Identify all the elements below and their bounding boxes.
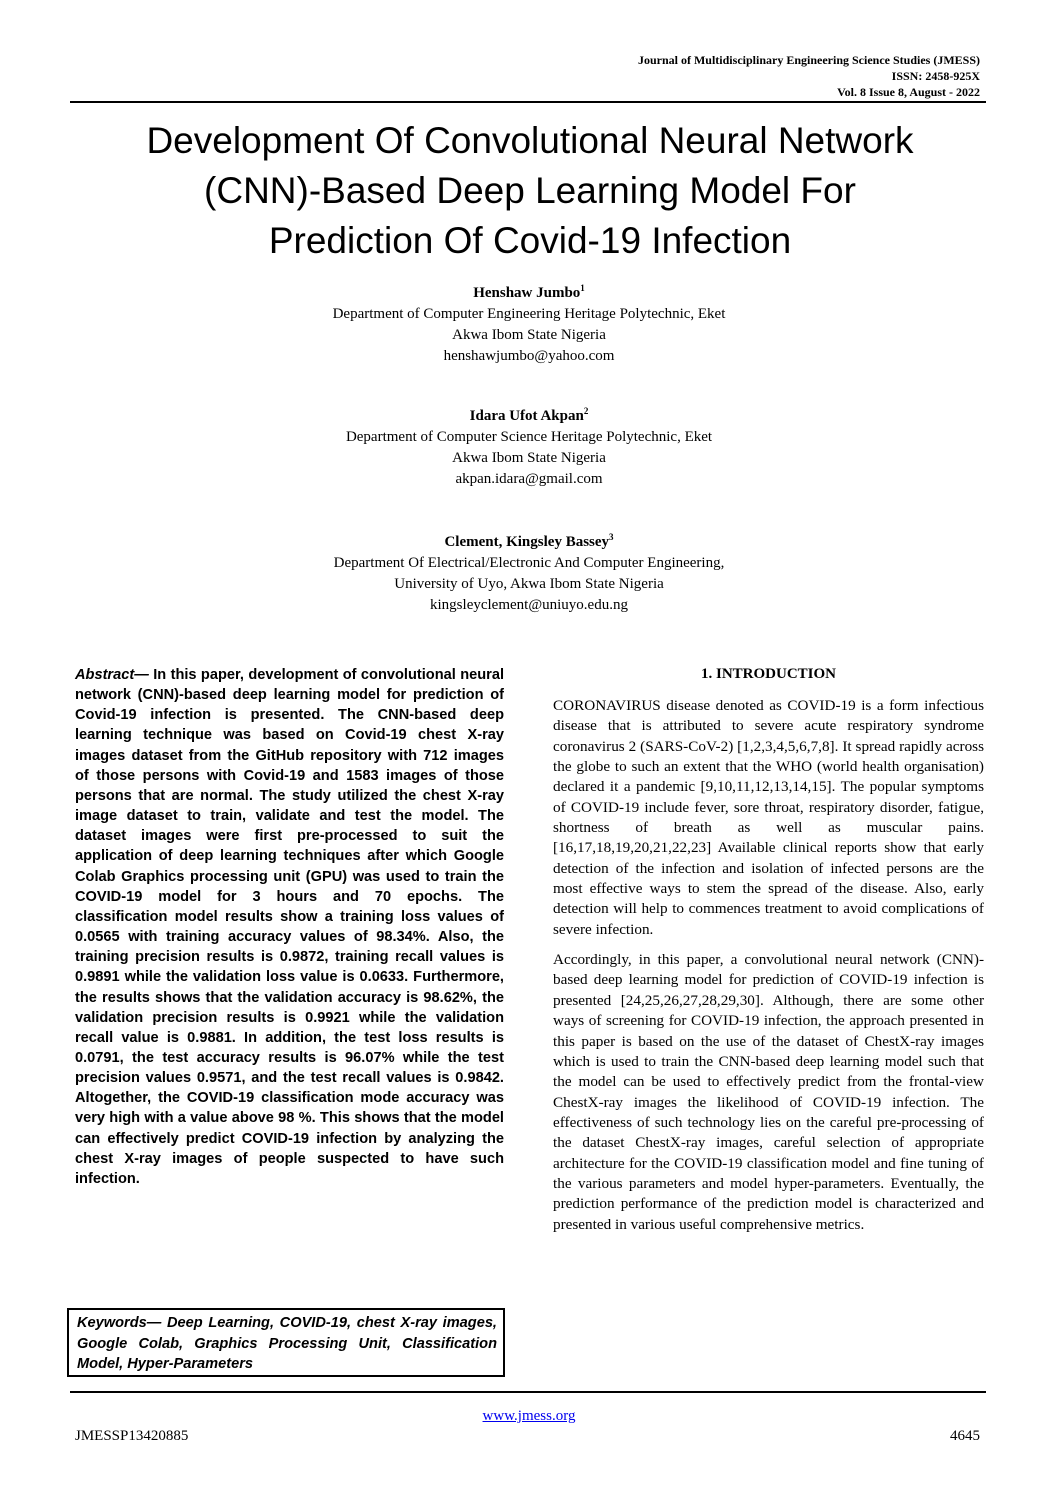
author-affiliation-2: Department of Computer Science Heritage Polytechnic, Eket <box>345 429 713 445</box>
title-line-1: Development Of Convolutional Neural Network <box>146 120 914 161</box>
journal-website-link[interactable]: www.jmess.org <box>482 1408 576 1424</box>
author-affiliation-1: Department of Computer Engineering Heritage Polytechnic, Eket <box>332 306 726 322</box>
abstract-text: In this paper, development of convolutional neural network (CNN)-based deep learning model for prediction of Covid-19 infection is presented. The CNN-based deep learning technique was based on Covid-19 chest X-ray images dataset from the GitHub repository with 712 images of those persons with Covid-19 and 1583 images of those persons that are normal. The study utilized the chest X-ray image dataset to train, validate and test the model. The dataset images were first pre-processed to suit the application of deep learning techniques after which Google Colab Graphics processing unit (GPU) was used to train the COVID-19 model for 3 hours and 70 epochs. The classification model results show a training loss values of 0.0565 with training accuracy values of 98.34%. Also, the training precision results is 0.9872, training recall values is 0.9891 while the validation loss value is 0.0633. Furthermore, the results shows that the validation accuracy is 98.62%, the validation precision results is 0.9921 while the validation recall value is 0.9881. In addition, the test loss results is 0.0791, the test accuracy results is 96.07% while the test precision values 0.9571, and the test recall values is 0.9842. Altogether, the COVID-19 classification mode accuracy was very high with a value above 98 %. This shows that the model can effectively predict COVID-19 infection by analyzing the chest X-ray images of people suspected to have such infection. <box>75 667 504 1187</box>
abstract <box>75 665 504 1189</box>
author-affiliation-3: Department Of Electrical/Electronic And Computer Engineering, <box>333 555 725 571</box>
journal-volume: Vol. 8 Issue 8, August - 2022 <box>837 85 980 99</box>
title-line-3: Prediction Of Covid-19 Infection <box>268 220 792 261</box>
author-email-2: akpan.idara@gmail.com <box>455 471 603 487</box>
header-divider <box>70 101 986 103</box>
author-block-3 <box>0 532 1058 616</box>
introduction-paragraph-2: Accordingly, in this paper, a convolutional neural network (CNN)-based deep learning model for prediction of COVID-19 infection is presented [24,25,26,27,28,29,30]. Although, there are some other ways of screening for COVID-19 infection, the approach presented in this paper is based on the use of the dataset of ChestX-ray images which is used to train the CNN-based deep learning model such that the model can be used to effectively predict from the frontal-view ChestX-ray images the likelihood of COVID-19 infection. The effectiveness of such technology lies on the careful pre-processing of the dataset ChestX-ray images, careful selection of appropriate architecture for the COVID-19 classification model and fine tuning of the various parameters and model hyper-parameters. Eventually, the prediction performance of the prediction model is characterized and presented in various useful comprehensive metrics. <box>553 951 984 1233</box>
author-name-1: Henshaw Jumbo$^1$ <box>473 283 585 301</box>
abstract-lead: Abstract— <box>75 667 149 683</box>
author-email-1: henshawjumbo@yahoo.com <box>443 348 615 364</box>
author-block-2 <box>0 406 1058 490</box>
author-location-3: University of Uyo, Akwa Ibom State Nigeria <box>394 576 664 592</box>
author-location-1: Akwa Ibom State Nigeria <box>452 327 606 343</box>
author-sup-1: 1 <box>580 283 585 293</box>
author-name-2: Idara Ufot Akpan$^2$ <box>469 406 589 424</box>
journal-header <box>638 52 980 100</box>
introduction-heading: 1. INTRODUCTION <box>700 666 836 682</box>
author-location-2: Akwa Ibom State Nigeria <box>452 450 606 466</box>
author-block-1 <box>0 283 1058 367</box>
keywords-box <box>67 1308 505 1377</box>
page-number: 4645 <box>950 1428 980 1444</box>
paper-id: JMESSP13420885 <box>75 1428 189 1444</box>
keywords-text: Keywords— Deep Learning, COVID-19, chest X-ray images, Google Colab, Graphics Processing Unit, Classification Model, Hyper-Parameters <box>77 1315 497 1372</box>
author-name-3: Clement, Kingsley Bassey$^3$ <box>444 532 614 550</box>
author-sup-3: 3 <box>609 532 614 542</box>
journal-issn: ISSN: 2458-925X <box>891 69 980 83</box>
author-sup-2: 2 <box>583 406 589 416</box>
introduction-paragraph-1: CORONAVIRUS disease denoted as COVID-19 is a form infectious disease that is attributed to severe acute respiratory syndrome coronavirus 2 (SARS-CoV-2) [1,2,3,4,5,6,7,8]. It spread rapidly across the globe to such an extent that the WHO (world health organisation) declared it a pandemic [9,10,11,12,13,14,15]. The popular symptoms of COVID-19 include fever, sore throat, respiratory disorder, fatigue, shortness of breath as well as muscular pains. [16,17,18,19,20,21,22,23] Available clinical reports show that early detection of the infection and isolation of infected persons are the most effective ways to stem the spread of the disease. Also, early detection will help to commences treatment to avoid complications of severe infection. <box>553 697 984 938</box>
title-line-2: (CNN)-Based Deep Learning Model For <box>204 170 856 211</box>
footer-divider <box>70 1391 986 1393</box>
paper-title <box>40 116 1020 266</box>
journal-name: Journal of Multidisciplinary Engineering Science Studies (JMESS) <box>637 53 980 67</box>
introduction-body <box>553 696 984 1245</box>
author-email-3: kingsleyclement@uniuyo.edu.ng <box>430 597 628 613</box>
